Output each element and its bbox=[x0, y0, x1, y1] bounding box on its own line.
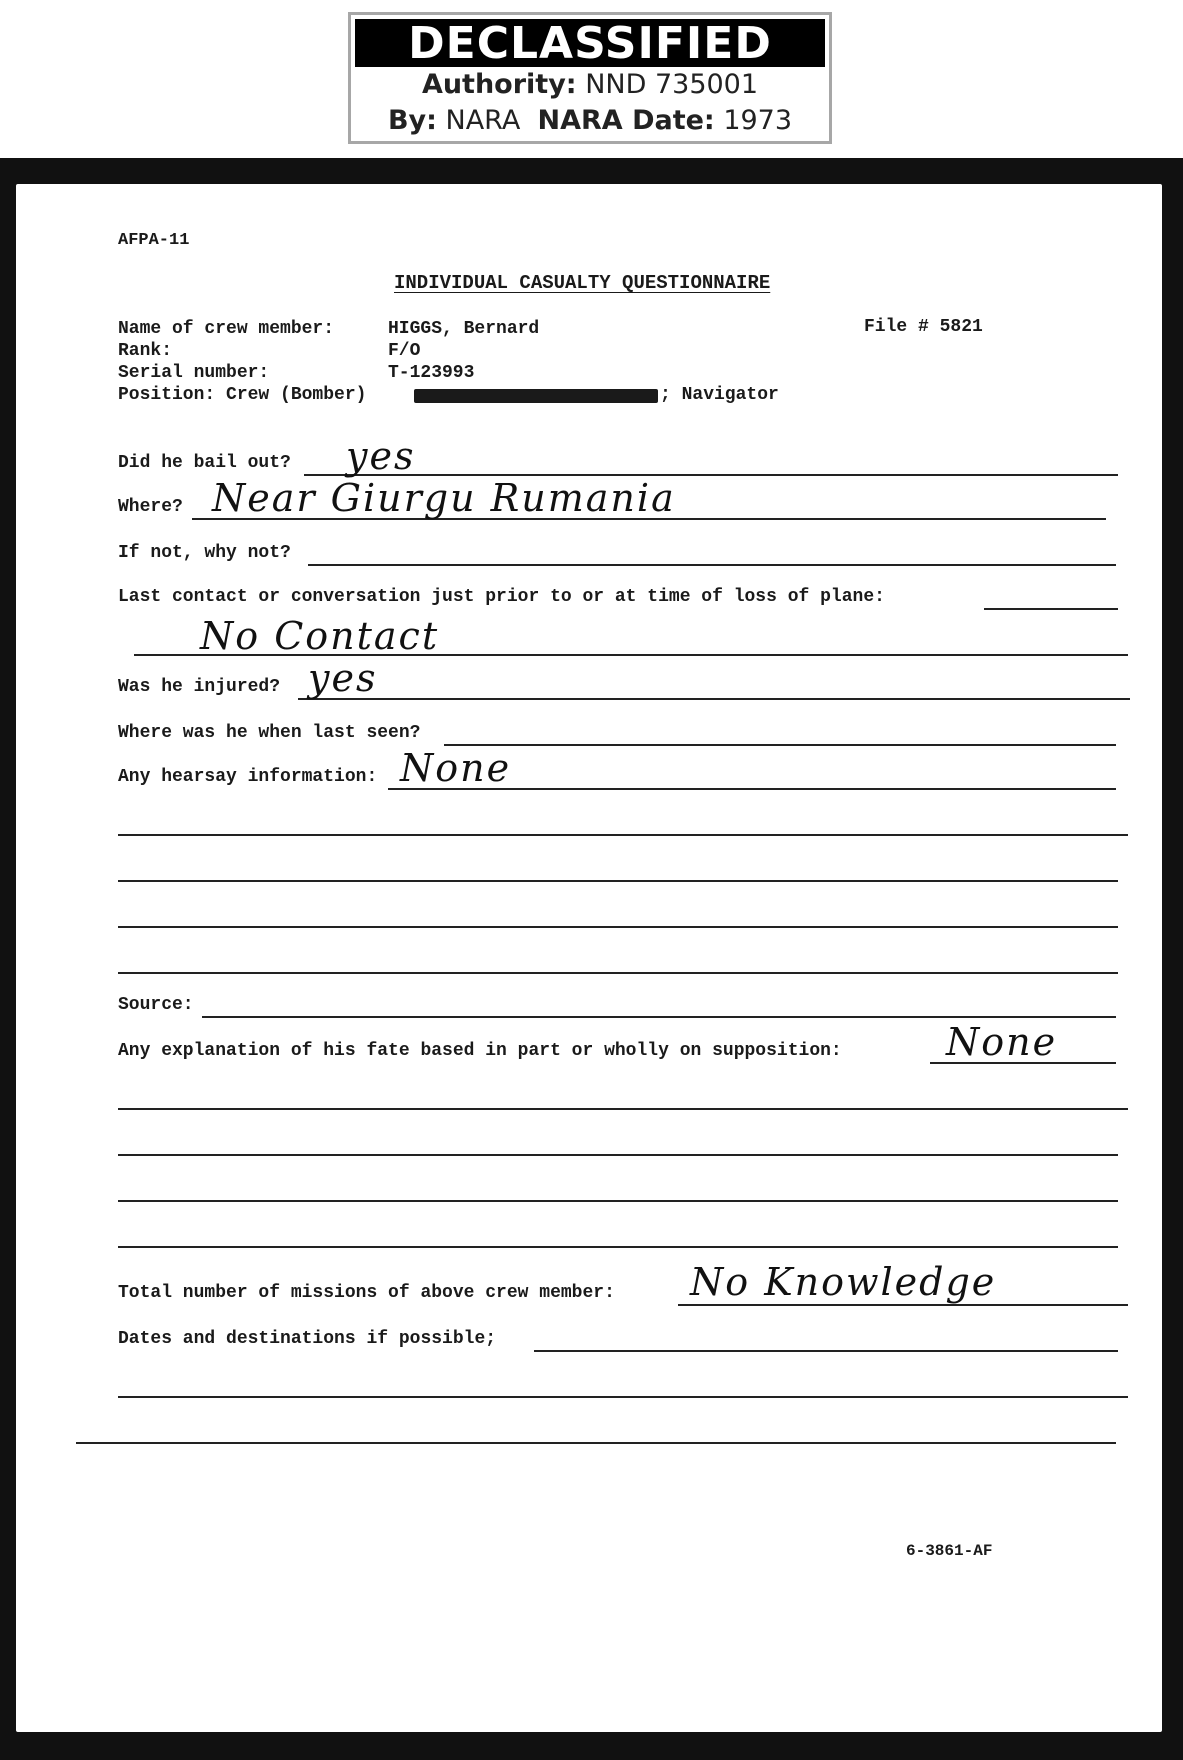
last-seen-label: Where was he when last seen? bbox=[118, 723, 421, 743]
blank-line bbox=[118, 972, 1118, 974]
stamp-date-value: 1973 bbox=[723, 105, 793, 136]
stamp-by-value: NARA bbox=[445, 105, 521, 136]
rank-value: F/O bbox=[388, 341, 421, 361]
hearsay-label: Any hearsay information: bbox=[118, 767, 378, 787]
stamp-authority-label: Authority: bbox=[421, 69, 577, 100]
blank-line bbox=[118, 834, 1128, 836]
blank-line bbox=[118, 1154, 1118, 1156]
position-value: ; Navigator bbox=[660, 385, 779, 405]
stamp-authority-value: NND 735001 bbox=[585, 69, 759, 100]
declassified-stamp bbox=[348, 12, 832, 144]
form-title: INDIVIDUAL CASUALTY QUESTIONNAIRE bbox=[394, 272, 771, 294]
position-label: Position: Crew (Bomber) bbox=[118, 385, 367, 405]
where-label: Where? bbox=[118, 497, 183, 517]
blank-line bbox=[118, 1246, 1118, 1248]
dates-label: Dates and destinations if possible; bbox=[118, 1329, 497, 1349]
last-contact-answer: No Contact bbox=[200, 614, 440, 658]
explanation-label: Any explanation of his fate based in part or wholly on supposition: bbox=[118, 1041, 842, 1061]
missions-answer: No Knowledge bbox=[690, 1260, 997, 1304]
bail-out-label: Did he bail out? bbox=[118, 453, 291, 473]
rank-label: Rank: bbox=[118, 341, 173, 361]
injured-answer: yes bbox=[308, 656, 378, 700]
stamp-title: DECLASSIFIED bbox=[355, 19, 825, 67]
last-contact-label: Last contact or conversation just prior to or at time of loss of plane: bbox=[118, 587, 885, 607]
stamp-date-label: NARA Date: bbox=[537, 105, 715, 136]
form-number: 6-3861-AF bbox=[906, 1542, 993, 1560]
source-line bbox=[202, 1016, 1116, 1018]
if-not-line bbox=[308, 564, 1116, 566]
hearsay-answer: None bbox=[400, 746, 512, 790]
source-label: Source: bbox=[118, 995, 194, 1015]
stamp-by-line bbox=[351, 103, 829, 139]
serial-value: T-123993 bbox=[388, 363, 475, 383]
where-answer: Near Giurgu Rumania bbox=[212, 476, 676, 520]
stamp-authority-line bbox=[351, 67, 829, 103]
scanned-page bbox=[0, 158, 1183, 1760]
name-label: Name of crew member: bbox=[118, 319, 335, 339]
serial-label: Serial number: bbox=[118, 363, 270, 383]
name-value: HIGGS, Bernard bbox=[388, 319, 540, 339]
blank-line bbox=[118, 880, 1118, 882]
injured-label: Was he injured? bbox=[118, 677, 281, 697]
stamp-by-label: By: bbox=[387, 105, 437, 136]
injured-line bbox=[298, 698, 1130, 700]
file-number: File # 5821 bbox=[864, 317, 983, 337]
missions-line bbox=[678, 1304, 1128, 1306]
if-not-label: If not, why not? bbox=[118, 543, 291, 563]
blank-line bbox=[76, 1442, 1116, 1444]
blank-line bbox=[118, 1108, 1128, 1110]
questionnaire-form bbox=[16, 184, 1162, 1732]
last-seen-line bbox=[444, 744, 1116, 746]
blank-line bbox=[118, 1396, 1128, 1398]
bail-out-answer: yes bbox=[346, 434, 416, 478]
missions-label: Total number of missions of above crew member: bbox=[118, 1283, 615, 1303]
blank-line bbox=[118, 926, 1118, 928]
explanation-answer: None bbox=[946, 1020, 1058, 1064]
redaction-bar bbox=[414, 389, 658, 403]
form-code: AFPA-11 bbox=[118, 231, 190, 250]
last-contact-line bbox=[984, 608, 1118, 610]
dates-line bbox=[534, 1350, 1118, 1352]
blank-line bbox=[118, 1200, 1118, 1202]
